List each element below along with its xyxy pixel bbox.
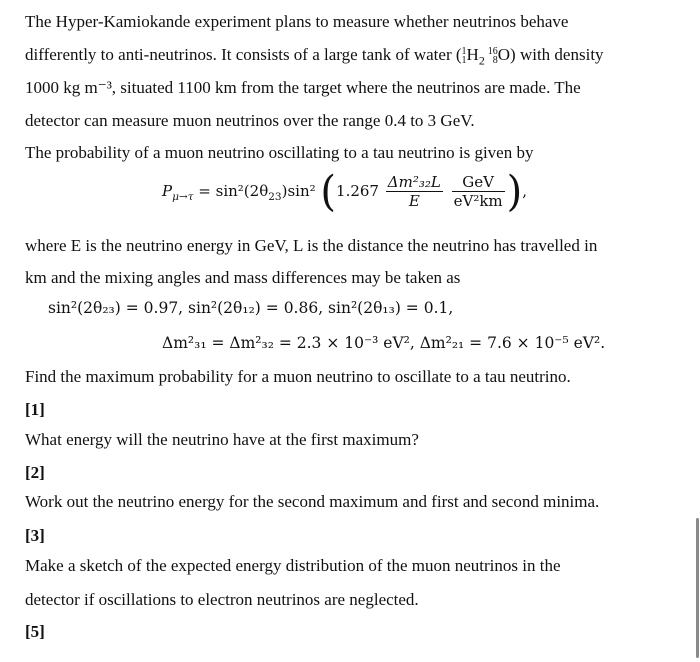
q2-marks: [2] [25, 463, 45, 482]
constants-row2: Δm²₃₁ = Δm²₃₂ = 2.3 × 10⁻³ eV², Δm²₂₁ = 7.6 × 10⁻⁵ eV². [162, 334, 606, 352]
q2-text: What energy will the neutrino have at the first maximum? [25, 430, 419, 449]
frac2-numerator: GeV [452, 174, 505, 192]
para2-line1: The probability of a muon neutrino oscillating to a tau neutrino is given by [25, 143, 534, 162]
h-mass-number: 1 [461, 46, 467, 58]
frac2-denominator: eV²km [453, 192, 503, 210]
q4-line1: Make a sketch of the expected energy distribution of the muon neutrinos in the [25, 556, 561, 575]
formula-lhs-sub: μ→τ [172, 191, 194, 203]
para1-line2-post: ) with density [510, 45, 604, 64]
constants-row1: sin²(2θ₂₃) = 0.97, sin²(2θ₁₂) = 0.86, sin²(2θ₁₃) = 0.1, [48, 299, 454, 317]
probability-formula [162, 167, 528, 217]
q1-text: Find the maximum probability for a muon neutrino to oscillate to a tau neutrino. [25, 367, 571, 386]
formula-tail: , [522, 182, 528, 200]
para1-line2 [25, 45, 604, 70]
fraction-units [452, 174, 505, 210]
q4-marks: [5] [25, 622, 45, 641]
open-paren: ( [320, 167, 337, 217]
formula-theta-sub: 23 [268, 191, 282, 203]
q4-line2: detector if oscillations to electron neutrinos are neglected. [25, 590, 419, 609]
water-formula [461, 45, 511, 68]
q3-text: Work out the neutrino energy for the second maximum and first and second minima. [25, 492, 600, 511]
para3-line1-text: where E is the neutrino energy in GeV, L is the distance the neutrino has travelled in [25, 236, 598, 255]
close-paren: ) [506, 167, 523, 217]
h-symbol: H [466, 45, 479, 64]
vertical-scrollbar[interactable] [696, 518, 699, 658]
o-mass-number: 16 [487, 46, 498, 58]
formula-rhs-part2: )sin² [281, 182, 316, 200]
para1-line1: The Hyper-Kamiokande experiment plans to measure whether neutrinos behave [25, 12, 569, 31]
h-atomic-number: 1 [461, 55, 467, 67]
frac1-numerator: Δm²₃₂L [387, 173, 441, 191]
para1-line2-pre: differently to anti-neutrinos. It consists of a large tank of water ( [25, 45, 462, 64]
o-symbol: O [497, 45, 511, 64]
formula-rhs-part1: = sin²(2θ [193, 182, 269, 200]
para1-line4: detector can measure muon neutrinos over the range 0.4 to 3 GeV. [25, 111, 475, 130]
formula-coef: 1.267 [336, 182, 379, 200]
para3-line2: km and the mixing angles and mass differences may be taken as [25, 268, 461, 287]
q3-marks: [3] [25, 526, 45, 545]
o-atomic-number: 8 [492, 55, 498, 67]
q1-marks: [1] [25, 400, 45, 419]
fraction-mass-over-energy [386, 174, 443, 210]
para1-line3: 1000 kg m⁻³, situated 1100 km from the target where the neutrinos are made. The [25, 78, 581, 97]
para3-line1 [25, 236, 597, 256]
frac1-denominator: E [408, 192, 420, 210]
h-count: 2 [478, 53, 485, 68]
formula-lhs: P [162, 182, 173, 200]
